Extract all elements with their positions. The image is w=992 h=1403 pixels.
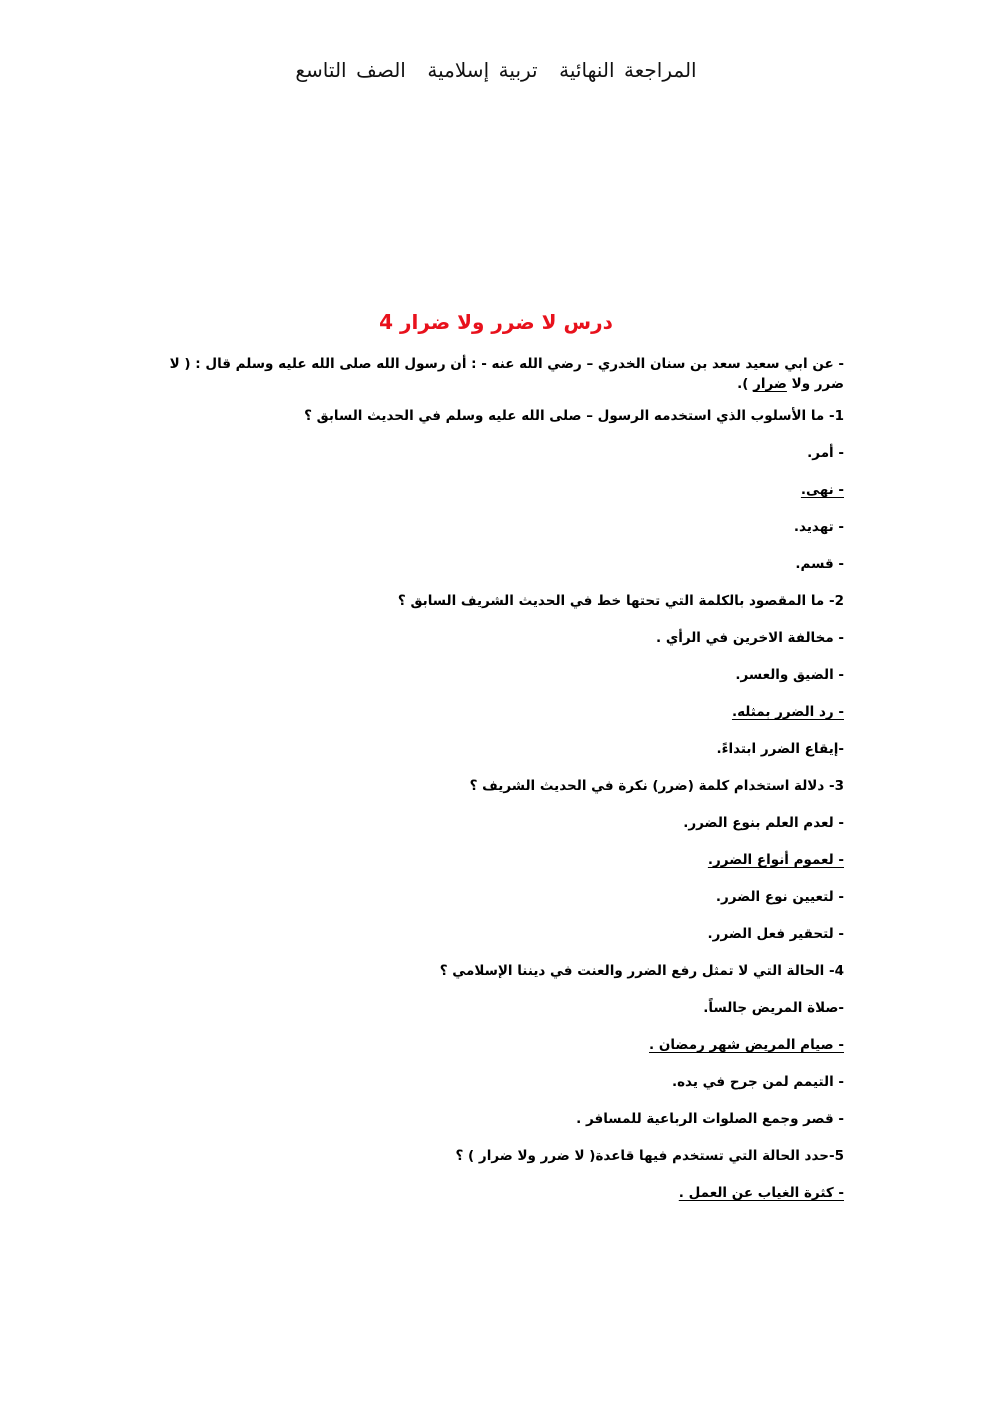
worksheet-content	[164, 354, 844, 1220]
q1-option-c: - تهديد.	[793, 519, 844, 535]
hadith-text	[164, 354, 844, 394]
question-1: 1- ما الأسلوب الذي استخدمه الرسول – صلى الله عليه وسلم في الحديث السابق ؟	[304, 408, 844, 424]
header-review-label: المراجعة النهائية	[559, 60, 697, 82]
q3-option-c: - لتعيين نوع الضرر.	[715, 889, 844, 905]
q2-option-d: -إيقاع الضرر ابتداءً.	[716, 741, 844, 757]
q1-option-d: - قسم.	[795, 556, 844, 572]
q3-option-d: - لتحقير فعل الضرر.	[707, 926, 844, 942]
hadith-text-start: - عن ابي سعيد سعد بن سنان الخدري – رضي الله عنه - : أن رسول الله صلى الله عليه وسلم قال : ( لا ضرر ولا	[169, 356, 844, 392]
q2-option-a: - مخالفة الاخرين في الرأي .	[656, 630, 844, 646]
q4-option-c: - التيمم لمن جرح في يده.	[671, 1074, 844, 1090]
q5-option-a-correct: - كثرة الغياب عن العمل .	[678, 1185, 844, 1201]
q4-option-b-correct: - صيام المريض شهر رمضان .	[649, 1037, 844, 1053]
q1-option-b-correct: - نهى.	[800, 482, 844, 498]
header-subject-label: تربية إسلامية	[427, 60, 538, 82]
question-2: 2- ما المقصود بالكلمة التي تحتها خط في الحديث الشريف السابق ؟	[397, 593, 844, 609]
question-5: 5-حدد الحالة التي تستخدم فيها قاعدة( لا ضرر ولا ضرار ) ؟	[455, 1148, 844, 1164]
q2-option-c-correct: - رد الضرر بمثله.	[731, 704, 844, 720]
lesson-title: درس لا ضرر ولا ضرار 4	[379, 310, 613, 334]
q3-option-a: - لعدم العلم بنوع الضرر.	[683, 815, 844, 831]
q4-option-a: -صلاة المريض جالساً.	[703, 1000, 844, 1016]
q4-option-d: - قصر وجمع الصلوات الرباعية للمسافر .	[576, 1111, 844, 1127]
q2-option-b: - الضيق والعسر.	[735, 667, 844, 683]
question-4: 4- الحالة التي لا تمثل رفع الضرر والعنت في ديننا الإسلامي ؟	[439, 963, 844, 979]
hadith-underlined-word: ضرار	[753, 376, 787, 392]
q3-option-b-correct: - لعموم أنواع الضرر.	[707, 852, 844, 868]
question-3: 3- دلالة استخدام كلمة (ضرر) نكرة في الحديث الشريف ؟	[469, 778, 844, 794]
hadith-text-end: ).	[737, 376, 754, 392]
header-grade-label: الصف التاسع	[295, 60, 406, 82]
page-header	[0, 58, 992, 83]
q1-option-a: - أمر.	[807, 445, 844, 461]
